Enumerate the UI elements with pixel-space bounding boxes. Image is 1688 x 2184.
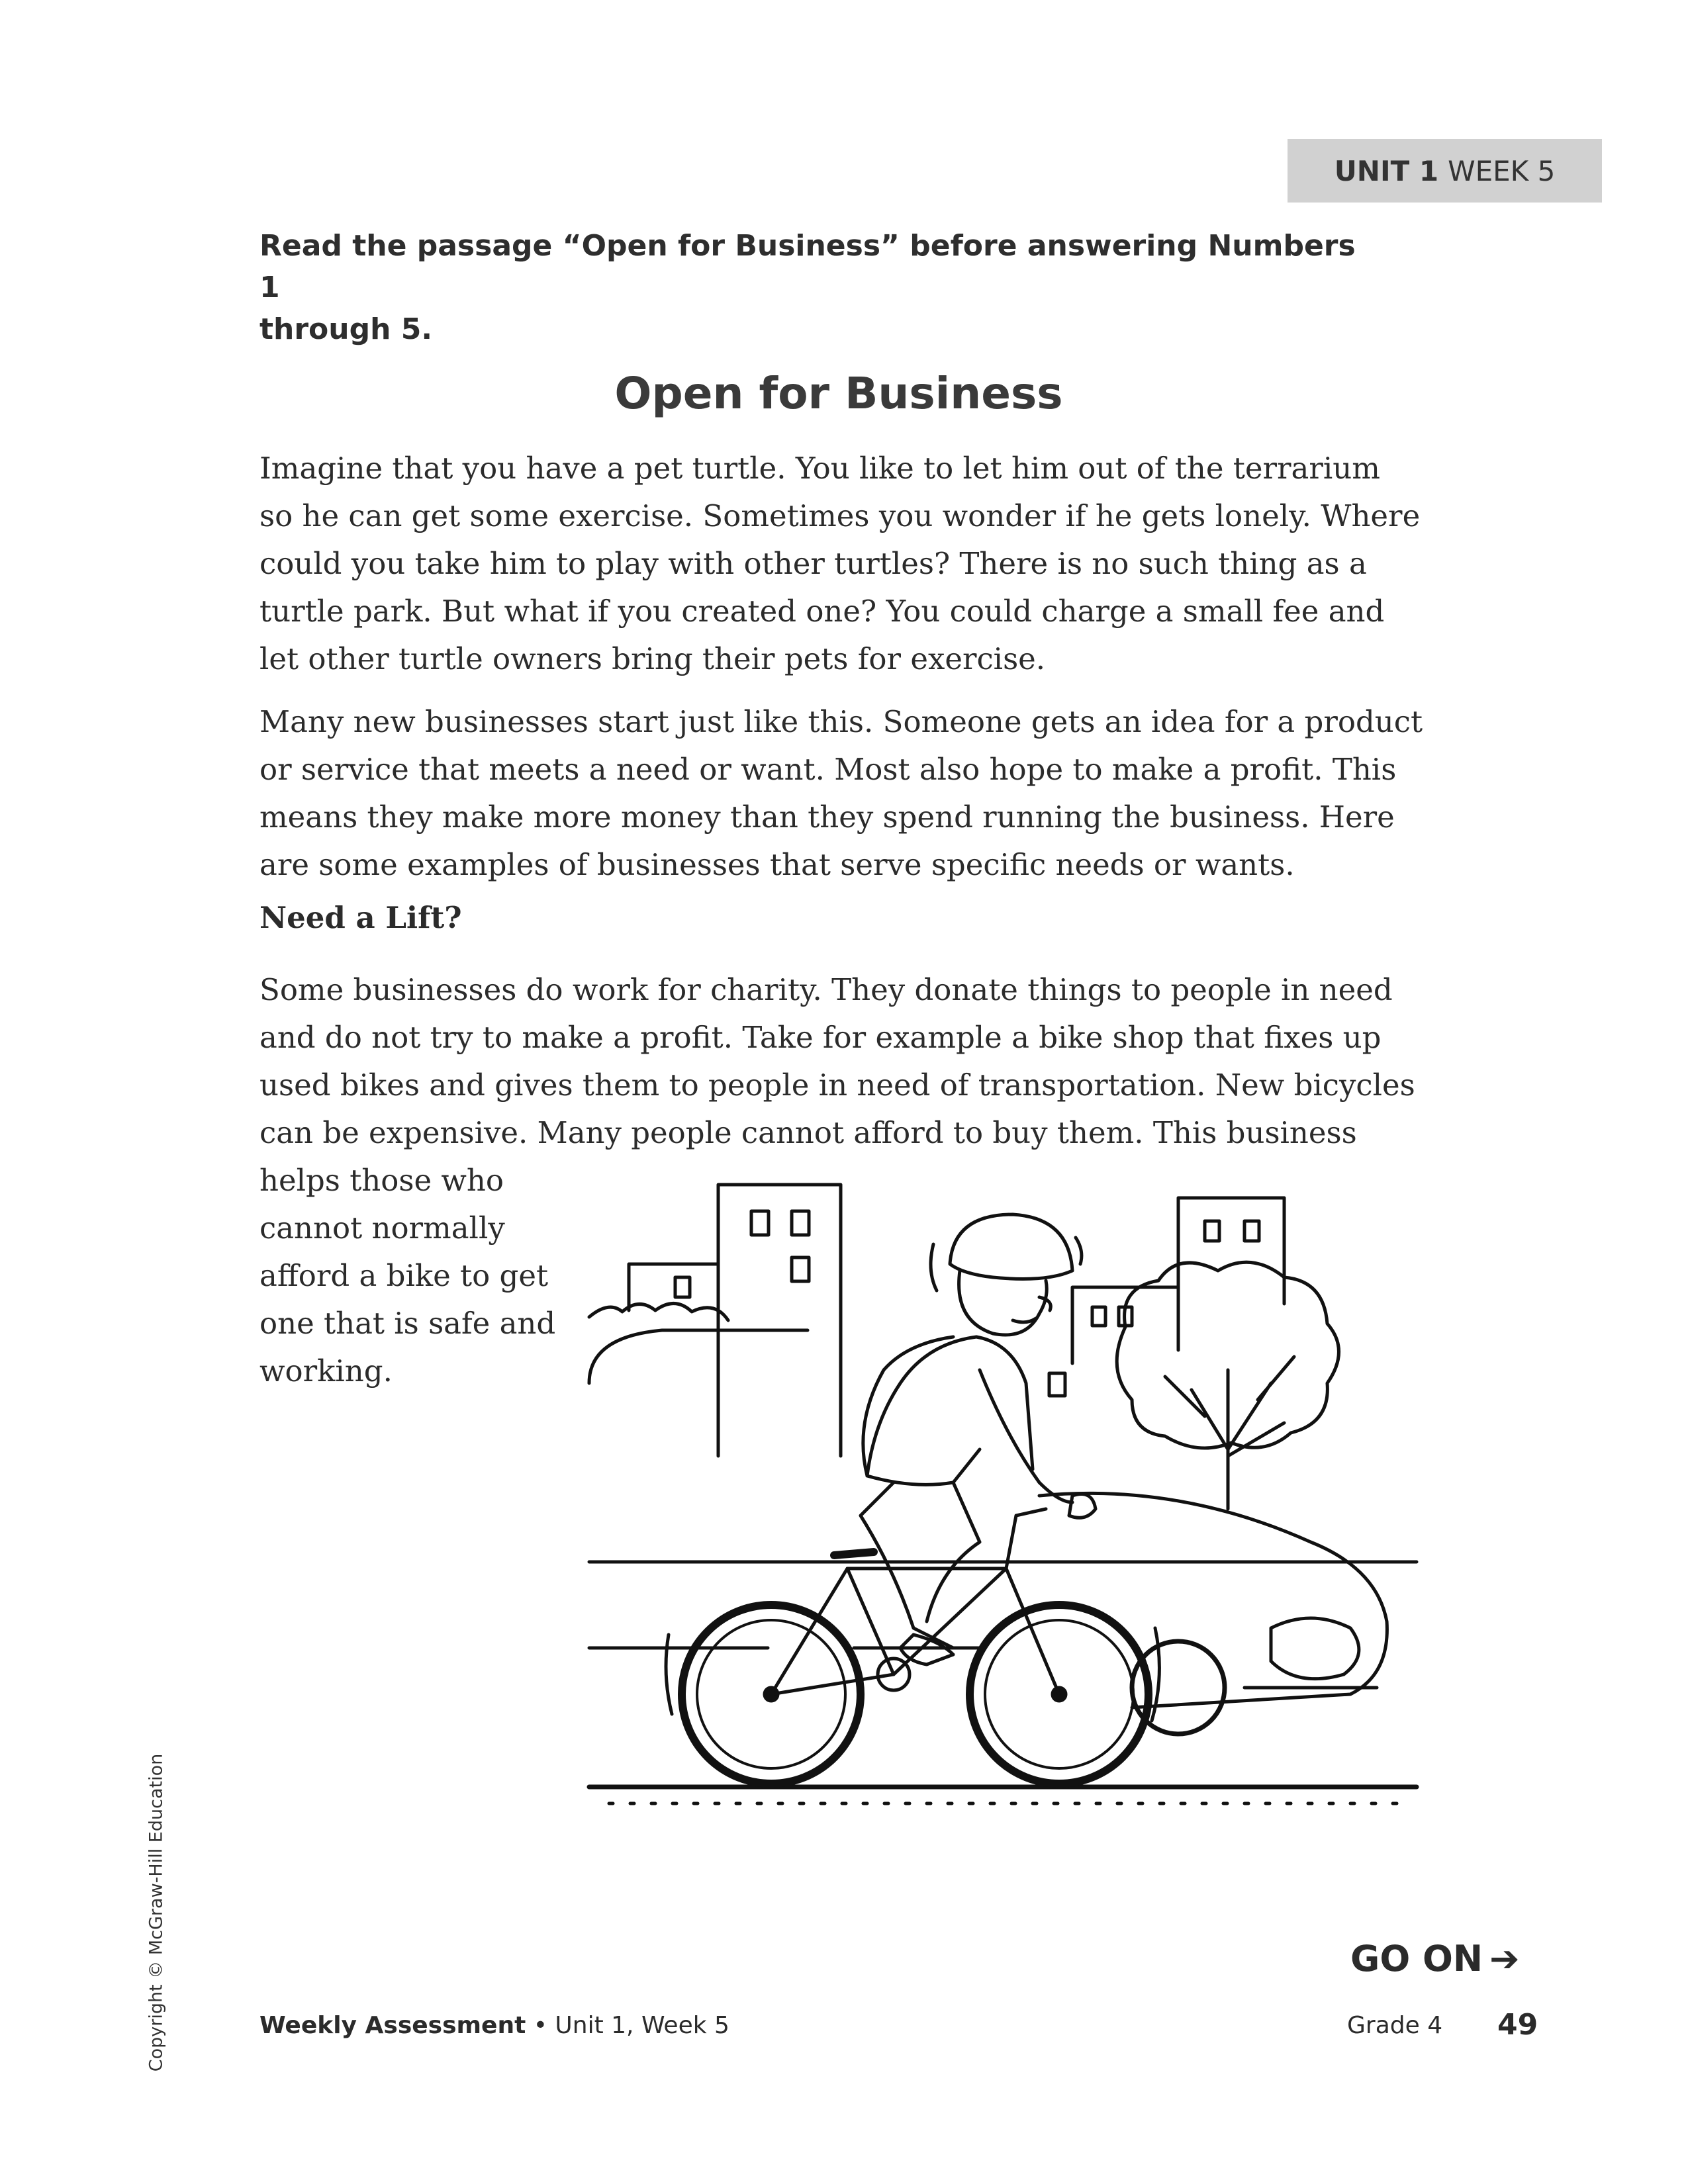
building-left	[629, 1185, 841, 1456]
paragraph-4	[259, 1157, 577, 1395]
paragraph-line: used bikes and gives them to people in need of transportation. New bicycles	[259, 1068, 1415, 1103]
paragraph-line: afford a bike to get	[259, 1258, 549, 1293]
instructions-line-2: through 5.	[259, 312, 433, 346]
unit-week-tab	[1288, 139, 1602, 203]
paragraph-line: turtle park. But what if you created one? You could charge a small fee and	[259, 594, 1385, 629]
page-number: 49	[1497, 2008, 1538, 2042]
paragraph-line: one that is safe and	[259, 1306, 556, 1341]
paragraph-line: let other turtle owners bring their pets for exercise.	[259, 641, 1046, 676]
paragraph-line: Many new businesses start just like this. Someone gets an idea for a product	[259, 704, 1423, 739]
paragraph-line: Some businesses do work for charity. They donate things to people in need	[259, 972, 1393, 1007]
paragraph-line: could you take him to play with other turtles? There is no such thing as a	[259, 546, 1367, 581]
passage-title: Open for Business	[614, 368, 1063, 419]
paragraph-line: helps those who	[259, 1163, 504, 1198]
section-subheading: Need a Lift?	[259, 900, 462, 935]
paragraph-1	[259, 445, 1425, 683]
tree	[1117, 1262, 1338, 1509]
instructions	[259, 225, 1385, 350]
paragraph-line: can be expensive. Many people cannot afford to buy them. This business	[259, 1115, 1357, 1150]
week-label: WEEK 5	[1448, 154, 1556, 187]
boy-riding-bicycle-illustration	[583, 1171, 1423, 1807]
paragraph-line: are some examples of businesses that serve specific needs or wants.	[259, 847, 1295, 882]
paragraph-line: or service that meets a need or want. Most also hope to make a profit. This	[259, 752, 1397, 787]
paragraph-2	[259, 698, 1425, 889]
footer-separator: •	[526, 2012, 555, 2039]
paragraph-line: Imagine that you have a pet turtle. You like to let him out of the terrarium	[259, 451, 1380, 486]
go-on-label: GO ON	[1350, 1938, 1483, 1979]
go-on-button[interactable]	[1350, 1938, 1519, 1979]
footer-assessment-info	[259, 2012, 729, 2039]
building-right	[1049, 1198, 1284, 1396]
arrow-right-icon: ➔	[1489, 1938, 1520, 1979]
paragraph-3	[259, 966, 1425, 1157]
paragraph-line: so he can get some exercise. Sometimes you wonder if he gets lonely. Where	[259, 498, 1421, 533]
paragraph-line: cannot normally	[259, 1210, 505, 1246]
paragraph-line: and do not try to make a profit. Take for example a bike shop that fixes up	[259, 1020, 1382, 1055]
instructions-line-1: Read the passage “Open for Business” before answering Numbers 1	[259, 229, 1356, 304]
paragraph-line: means they make more money than they spend running the business. Here	[259, 799, 1395, 835]
copyright-notice: Copyright © McGraw-Hill Education	[146, 1753, 167, 2072]
paragraph-line: working.	[259, 1353, 393, 1388]
unit-week-label: Unit 1, Week 5	[555, 2012, 729, 2039]
assessment-label: Weekly Assessment	[259, 2012, 526, 2039]
unit-label: UNIT 1	[1334, 154, 1439, 187]
hedge	[589, 1303, 808, 1383]
grade-label: Grade 4	[1347, 2012, 1443, 2039]
